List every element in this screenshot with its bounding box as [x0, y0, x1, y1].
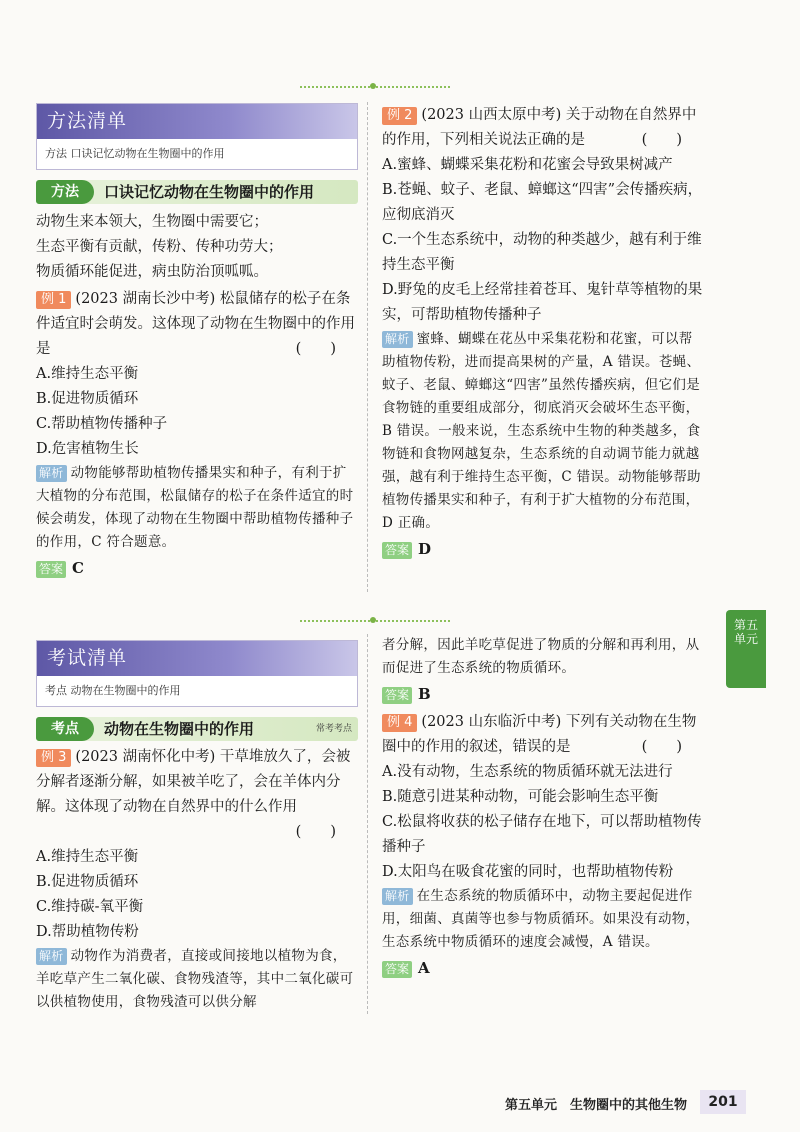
answer-tag: 答案	[36, 561, 66, 578]
rhyme-line: 生态平衡有贡献，传粉、传种功劳大；	[36, 239, 283, 255]
example-tag: 例 3	[36, 749, 71, 767]
middle-separator-knob	[370, 617, 376, 623]
method-section-subline: 方法 口诀记忆动物在生物圈中的作用	[45, 147, 225, 160]
option: B.苍蝇、蚊子、老鼠、蟑螂这“四害”会传播疾病，应彻底消灭	[382, 182, 703, 223]
right-column-bottom	[382, 634, 704, 982]
exam-section-header: 考试清单	[37, 641, 357, 676]
option: D.帮助植物传粉	[36, 924, 139, 940]
answer-value: B	[418, 685, 431, 703]
column-divider-bottom	[367, 634, 368, 1014]
option: A.蜜蜂、蝴蝶采集花粉和花蜜会导致果树减产	[382, 157, 673, 173]
rhyme-line: 物质循环能促进，病虫防治顶呱呱。	[36, 264, 268, 280]
answer-paren: ( )	[641, 739, 682, 755]
unit-side-tab-label: 第五单元	[733, 618, 758, 646]
example-tag: 例 4	[382, 714, 417, 732]
analysis-text: 动物能够帮助植物传播果实和种子，有利于扩大植物的分布范围，松鼠储存的松子在条件适宜的时候会萌发，体现了动物在生物圈中帮助植物传播种子的作用，C 符合题意。	[36, 465, 354, 550]
answer-paren: ( )	[295, 824, 336, 840]
method-tag: 方法	[36, 180, 94, 204]
right-column-top	[382, 103, 704, 563]
page-number: 201	[700, 1090, 746, 1114]
example-stem: (2023 山西太原中考) 关于动物在自然界中的作用，下列相关说法正确的是	[382, 107, 697, 148]
example-stem: (2023 山东临沂中考) 下列有关动物在生物圈中的作用的叙述，错误的是	[382, 714, 697, 755]
example-3	[36, 745, 358, 1014]
analysis-continuation: 者分解，因此羊吃草促进了物质的分解和再利用，从而促进了生态系统的物质循环。	[382, 637, 700, 676]
method-section-box	[36, 103, 358, 170]
analysis-text: 动物作为消费者，直接或间接地以植物为食，羊吃草产生二氧化碳、食物残渣等，其中二氧化碳可以供植物使用，食物残渣可以供分解	[36, 948, 354, 1010]
method-section-header: 方法清单	[37, 104, 357, 139]
option: C.一个生态系统中，动物的种类越少，越有利于维持生态平衡	[382, 232, 702, 273]
analysis-text: 在生态系统的物质循环中，动物主要起促进作用，细菌、真菌等也参与物质循环。如果没有动物，生态系统中物质循环的速度会减慢，A 错误。	[382, 888, 700, 950]
option: A.维持生态平衡	[36, 366, 139, 382]
answer-tag: 答案	[382, 961, 412, 978]
rhyme-line: 动物生来本领大，生物圈中需要它；	[36, 214, 268, 230]
example-tag: 例 1	[36, 291, 71, 309]
exam-point-tag: 考点	[36, 717, 94, 741]
option: A.没有动物，生态系统的物质循环就无法进行	[382, 764, 673, 780]
option: B.促进物质循环	[36, 391, 139, 407]
analysis-tag: 解析	[36, 465, 67, 482]
option: A.维持生态平衡	[36, 849, 139, 865]
left-column-top	[36, 103, 358, 582]
example-1	[36, 287, 358, 582]
left-column-bottom	[36, 640, 358, 1014]
example-tag: 例 2	[382, 107, 417, 125]
exam-section-box	[36, 640, 358, 707]
answer-value: C	[72, 559, 84, 577]
analysis-text: 蜜蜂、蝴蝶在花丛中采集花粉和花蜜，可以帮助植物传粉，进而提高果树的产量，A 错误。苍蝇、蚊子、老鼠、蟑螂这“四害”虽然传播疾病，但它们是食物链的重要组成部分，彻底消灭会破坏生态平衡，B 错误。一般来说，生态系统中生物的种类越多，食物链和食物网越复杂，生态系统的自动调节能力就越强，越有利于维持生态平衡，C 错误。动物能够帮助植物传播果实和种子，有利于扩大植物的分布范围，D 正确。	[382, 331, 701, 531]
option: D.太阳鸟在吸食花蜜的同时，也帮助植物传粉	[382, 864, 674, 880]
answer-paren: ( )	[641, 132, 682, 148]
option: B.随意引进某种动物，可能会影响生态平衡	[382, 789, 659, 805]
exam-point-title: 动物在生物圈中的作用	[104, 720, 255, 738]
example-stem: (2023 湖南怀化中考) 干草堆放久了，会被分解者逐渐分解，如果被羊吃了，会在羊体内分解。这体现了动物在自然界中的什么作用	[36, 749, 351, 815]
answer-value: A	[418, 959, 430, 977]
rhyme-block	[36, 210, 358, 285]
footer-unit-title: 第五单元 生物圈中的其他生物	[505, 1098, 688, 1113]
answer-tag: 答案	[382, 687, 412, 704]
method-title: 口诀记忆动物在生物圈中的作用	[104, 183, 315, 201]
method-bar	[36, 180, 358, 204]
top-separator-knob	[370, 83, 376, 89]
example-stem: (2023 湖南长沙中考) 松鼠储存的松子在条件适宜时会萌发。这体现了动物在生物圈中的作用是	[36, 291, 355, 357]
analysis-tag: 解析	[382, 331, 413, 348]
frequent-point-note: 常考考点	[315, 724, 352, 734]
column-divider-top	[367, 102, 368, 592]
answer-tag: 答案	[382, 542, 412, 559]
analysis-tag: 解析	[382, 888, 413, 905]
answer-paren: ( )	[295, 341, 336, 357]
exam-section-subline: 考点 动物在生物圈中的作用	[45, 684, 181, 697]
option: D.危害植物生长	[36, 441, 139, 457]
option: C.松鼠将收获的松子储存在地下，可以帮助植物传播种子	[382, 814, 702, 855]
unit-side-tab	[726, 610, 766, 688]
option: C.维持碳-氧平衡	[36, 899, 144, 915]
option: B.促进物质循环	[36, 874, 139, 890]
answer-value: D	[418, 540, 432, 558]
analysis-tag: 解析	[36, 948, 67, 965]
option: D.野兔的皮毛上经常挂着苍耳、鬼针草等植物的果实，可帮助植物传播种子	[382, 282, 703, 323]
exam-point-bar	[36, 717, 358, 741]
option: C.帮助植物传播种子	[36, 416, 168, 432]
